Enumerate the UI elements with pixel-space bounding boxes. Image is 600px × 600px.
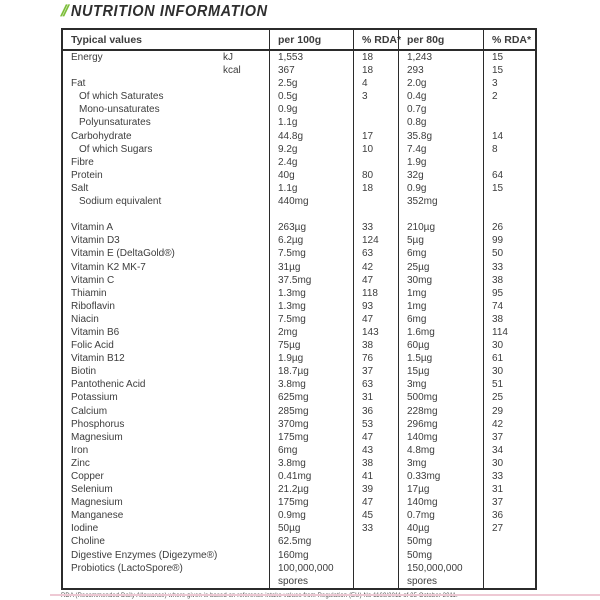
- per-80g-value: 0.4g: [398, 90, 483, 103]
- table-row: [63, 182, 535, 195]
- table-row: [63, 535, 535, 548]
- rda-100g-value: 31: [353, 391, 398, 404]
- unit-label: kJ: [223, 52, 233, 63]
- unit-label: [221, 313, 269, 326]
- nutrient-label: Sodium equivalent: [79, 196, 162, 208]
- nutrient-label: Riboflavin: [71, 300, 115, 312]
- rda-100g-value: 76: [353, 352, 398, 365]
- rda-80g-value: 33: [483, 261, 535, 274]
- unit-label: [221, 208, 269, 221]
- unit-label: [221, 261, 269, 274]
- table-row: [63, 378, 535, 391]
- per-100g-value: 0.5g: [269, 90, 353, 103]
- per-80g-value: 3mg: [398, 378, 483, 391]
- rda-100g-value: 43: [353, 444, 398, 457]
- nutrient-label: Fat: [71, 78, 86, 90]
- per-100g-value: 3.8mg: [269, 378, 353, 391]
- per-80g-value: 1mg: [398, 300, 483, 313]
- table-row: [63, 418, 535, 431]
- rda-100g-value: [353, 562, 398, 588]
- per-100g-value: 1.9µg: [269, 352, 353, 365]
- unit-label: [221, 391, 269, 404]
- rda-100g-value: 63: [353, 247, 398, 260]
- nutrient-label: Polyunsaturates: [79, 117, 151, 129]
- table-row: [63, 261, 535, 274]
- nutrient-label: Carbohydrate: [71, 130, 132, 142]
- rda-100g-value: 118: [353, 287, 398, 300]
- rda-80g-value: 15: [483, 64, 535, 77]
- per-80g-value: 0.33mg: [398, 470, 483, 483]
- rda-100g-value: 33: [353, 522, 398, 535]
- nutrient-label: Energy: [71, 52, 103, 63]
- nutrient-label: Fibre: [71, 156, 94, 168]
- table-spacer-row: [63, 208, 535, 221]
- unit-label: [221, 116, 269, 129]
- table-row: [63, 116, 535, 129]
- table-row: [63, 247, 535, 260]
- rda-80g-value: [483, 156, 535, 169]
- table-row: [63, 562, 535, 588]
- nutrient-label: Copper: [71, 471, 104, 482]
- per-80g-value: 5µg: [398, 234, 483, 247]
- table-row: [63, 496, 535, 509]
- nutrient-label: Folic Acid: [71, 340, 114, 352]
- rda-100g-value: [353, 195, 398, 208]
- unit-label: [221, 156, 269, 169]
- table-row: [63, 470, 535, 483]
- nutrient-label: Of which Sugars: [79, 143, 153, 155]
- table-row: [63, 483, 535, 496]
- unit-label: [221, 496, 269, 509]
- per-80g-value: 4.8mg: [398, 444, 483, 457]
- rda-80g-value: 31: [483, 483, 535, 496]
- rda-80g-value: 8: [483, 143, 535, 156]
- nutrient-label: Iron: [71, 444, 89, 456]
- per-80g-value: 1.6mg: [398, 326, 483, 339]
- per-100g-value: 40g: [269, 169, 353, 182]
- rda-100g-value: 63: [353, 378, 398, 391]
- unit-label: [221, 378, 269, 391]
- nutrient-label: Magnesium: [71, 431, 123, 443]
- per-80g-value: 1,243: [398, 51, 483, 64]
- table-row: [63, 300, 535, 313]
- nutrient-label: Vitamin D3: [71, 235, 120, 247]
- rda-100g-value: [353, 549, 398, 562]
- table-row: [63, 391, 535, 404]
- rda-80g-value: 38: [483, 274, 535, 287]
- per-100g-value: 75µg: [269, 339, 353, 352]
- unit-label: [221, 444, 269, 457]
- unit-label: [221, 326, 269, 339]
- table-row: [63, 431, 535, 444]
- nutrient-label: Vitamin E (DeltaGold®): [71, 248, 175, 260]
- nutrient-label: Mono-unsaturates: [79, 104, 160, 116]
- rda-80g-value: 30: [483, 339, 535, 352]
- rda-80g-value: 27: [483, 522, 535, 535]
- nutrient-label: Thiamin: [71, 287, 107, 299]
- per-80g-value: 210µg: [398, 221, 483, 234]
- per-100g-value: 0.9mg: [269, 509, 353, 522]
- table-row: [63, 549, 535, 562]
- rda-80g-value: 50: [483, 247, 535, 260]
- per-100g-value: 44.8g: [269, 130, 353, 143]
- per-100g-value: 1.3mg: [269, 300, 353, 313]
- nutrient-label: Vitamin A: [71, 222, 114, 234]
- unit-label: [221, 509, 269, 522]
- rda-100g-value: 37: [353, 365, 398, 378]
- table-row: [63, 156, 535, 169]
- rda-100g-value: 17: [353, 130, 398, 143]
- per-100g-value: 2.5g: [269, 77, 353, 90]
- unit-label: [221, 483, 269, 496]
- per-80g-value: 140mg: [398, 431, 483, 444]
- unit-label: [221, 300, 269, 313]
- per-80g-value: 35.8g: [398, 130, 483, 143]
- nutrient-label: Salt: [71, 182, 89, 194]
- unit-label: [221, 365, 269, 378]
- table-row: [63, 352, 535, 365]
- per-100g-value: 7.5mg: [269, 313, 353, 326]
- per-80g-value: 0.7mg: [398, 509, 483, 522]
- rda-100g-value: 80: [353, 169, 398, 182]
- unit-label: [221, 234, 269, 247]
- rda-80g-value: 33: [483, 470, 535, 483]
- rda-100g-value: [353, 156, 398, 169]
- nutrient-label: Zinc: [71, 457, 90, 469]
- rda-80g-value: [483, 562, 535, 588]
- table-row: [63, 103, 535, 116]
- per-100g-value: 2.4g: [269, 156, 353, 169]
- header-per-80g: per 80g: [398, 30, 483, 49]
- unit-label: [221, 470, 269, 483]
- table-row: [63, 169, 535, 182]
- unit-label: [221, 549, 269, 562]
- per-100g-value: 37.5mg: [269, 274, 353, 287]
- per-80g-value: 0.7g: [398, 103, 483, 116]
- rda-80g-value: 30: [483, 457, 535, 470]
- per-80g-value: 6mg: [398, 247, 483, 260]
- nutrient-label: Manganese: [71, 510, 124, 522]
- rda-80g-value: 42: [483, 418, 535, 431]
- rda-100g-value: 42: [353, 261, 398, 274]
- rda-100g-value: 10: [353, 143, 398, 156]
- unit-label: [221, 143, 269, 156]
- per-100g-value: 1.3mg: [269, 287, 353, 300]
- unit-label: [221, 535, 269, 548]
- rda-80g-value: [483, 208, 535, 221]
- rda-100g-value: 143: [353, 326, 398, 339]
- per-80g-value: 150,000,000 spores: [398, 562, 483, 588]
- rda-80g-value: 99: [483, 234, 535, 247]
- rda-100g-value: 18: [353, 64, 398, 77]
- per-100g-value: 175mg: [269, 431, 353, 444]
- rda-80g-value: 114: [483, 326, 535, 339]
- rda-80g-value: 37: [483, 431, 535, 444]
- per-80g-value: 7.4g: [398, 143, 483, 156]
- table-row: [63, 444, 535, 457]
- table-row: [63, 509, 535, 522]
- rda-80g-value: 30: [483, 365, 535, 378]
- rda-80g-value: 64: [483, 169, 535, 182]
- rda-80g-value: 15: [483, 182, 535, 195]
- per-100g-value: 1.1g: [269, 182, 353, 195]
- rda-100g-value: 4: [353, 77, 398, 90]
- rda-80g-value: 29: [483, 405, 535, 418]
- table-row: [63, 522, 535, 535]
- table-row: [63, 51, 535, 64]
- per-100g-value: 6.2µg: [269, 234, 353, 247]
- rda-80g-value: 34: [483, 444, 535, 457]
- header-rda-80g: % RDA*: [483, 30, 535, 49]
- header-per-100g: per 100g: [269, 30, 353, 49]
- rda-100g-value: 38: [353, 457, 398, 470]
- nutrient-label: Calcium: [71, 405, 108, 417]
- double-slash-icon: //: [60, 3, 67, 20]
- nutrient-label: Probiotics (LactoSpore®): [71, 562, 183, 574]
- per-80g-value: 296mg: [398, 418, 483, 431]
- rda-80g-value: [483, 195, 535, 208]
- per-80g-value: 32g: [398, 169, 483, 182]
- per-100g-value: 62.5mg: [269, 535, 353, 548]
- unit-label: kcal: [223, 65, 241, 77]
- nutrient-label: Magnesium: [71, 497, 123, 509]
- per-80g-value: 1.9g: [398, 156, 483, 169]
- nutrient-label: Iodine: [71, 523, 99, 535]
- rda-80g-value: 51: [483, 378, 535, 391]
- per-100g-value: 9.2g: [269, 143, 353, 156]
- page-title-text: NUTRITION INFORMATION: [70, 3, 268, 21]
- per-80g-value: 352mg: [398, 195, 483, 208]
- per-100g-value: 285mg: [269, 405, 353, 418]
- rda-80g-value: 14: [483, 130, 535, 143]
- per-80g-value: 0.9g: [398, 182, 483, 195]
- unit-label: [221, 77, 269, 90]
- rda-80g-value: 95: [483, 287, 535, 300]
- page-bottom-strip: [50, 594, 600, 596]
- unit-label: [221, 418, 269, 431]
- rda-100g-value: [353, 208, 398, 221]
- table-row: [63, 195, 535, 208]
- rda-80g-value: 74: [483, 300, 535, 313]
- table-row: [63, 130, 535, 143]
- nutrient-label: Niacin: [71, 313, 99, 325]
- unit-label: [221, 562, 269, 588]
- per-80g-value: 30mg: [398, 274, 483, 287]
- per-80g-value: 25µg: [398, 261, 483, 274]
- per-100g-value: 6mg: [269, 444, 353, 457]
- rda-80g-value: 15: [483, 51, 535, 64]
- per-80g-value: 17µg: [398, 483, 483, 496]
- table-row: [63, 90, 535, 103]
- rda-80g-value: 61: [483, 352, 535, 365]
- rda-100g-value: 38: [353, 339, 398, 352]
- table-header-row: [63, 30, 535, 51]
- table-row: [63, 234, 535, 247]
- per-100g-value: 1,553: [269, 51, 353, 64]
- nutrient-label: Pantothenic Acid: [71, 379, 146, 391]
- nutrient-label: Vitamin B6: [71, 326, 120, 338]
- nutrient-label: Potassium: [71, 392, 118, 404]
- unit-label: [221, 405, 269, 418]
- per-100g-value: 625mg: [269, 391, 353, 404]
- rda-100g-value: 33: [353, 221, 398, 234]
- per-80g-value: 293: [398, 64, 483, 77]
- per-80g-value: 1.5µg: [398, 352, 483, 365]
- nutrient-label: Digestive Enzymes (Digezyme®): [71, 549, 218, 561]
- unit-label: [221, 457, 269, 470]
- rda-80g-value: 37: [483, 496, 535, 509]
- per-100g-value: 367: [269, 64, 353, 77]
- rda-100g-value: 41: [353, 470, 398, 483]
- rda-80g-value: [483, 103, 535, 116]
- per-80g-value: 0.8g: [398, 116, 483, 129]
- rda-80g-value: 38: [483, 313, 535, 326]
- rda-100g-value: 47: [353, 431, 398, 444]
- rda-100g-value: [353, 116, 398, 129]
- per-100g-value: 7.5mg: [269, 247, 353, 260]
- per-100g-value: 175mg: [269, 496, 353, 509]
- per-100g-value: [269, 208, 353, 221]
- table-row: [63, 326, 535, 339]
- page-title: [61, 3, 539, 21]
- unit-label: [221, 130, 269, 143]
- rda-100g-value: 3: [353, 90, 398, 103]
- nutrient-label: Vitamin K2 MK-7: [71, 261, 146, 273]
- nutrition-table: [61, 28, 537, 590]
- unit-label: [221, 339, 269, 352]
- rda-80g-value: 25: [483, 391, 535, 404]
- table-row: [63, 221, 535, 234]
- table-row: [63, 365, 535, 378]
- per-80g-value: 3mg: [398, 457, 483, 470]
- rda-100g-value: 47: [353, 313, 398, 326]
- per-100g-value: 100,000,000 spores: [269, 562, 353, 588]
- rda-80g-value: [483, 116, 535, 129]
- unit-label: [221, 195, 269, 208]
- nutrient-label: Of which Saturates: [79, 91, 164, 103]
- rda-100g-value: 18: [353, 51, 398, 64]
- per-80g-value: 60µg: [398, 339, 483, 352]
- per-100g-value: 2mg: [269, 326, 353, 339]
- table-row: [63, 339, 535, 352]
- rda-80g-value: 36: [483, 509, 535, 522]
- unit-label: [221, 103, 269, 116]
- nutrient-label: Vitamin B12: [71, 353, 125, 365]
- per-80g-value: 50mg: [398, 535, 483, 548]
- table-row: [63, 313, 535, 326]
- per-80g-value: 2.0g: [398, 77, 483, 90]
- per-100g-value: 370mg: [269, 418, 353, 431]
- rda-80g-value: 26: [483, 221, 535, 234]
- per-80g-value: [398, 208, 483, 221]
- nutrient-label: [63, 208, 221, 221]
- unit-label: [221, 287, 269, 300]
- rda-100g-value: [353, 535, 398, 548]
- header-typical-values: Typical values: [71, 34, 143, 46]
- rda-100g-value: 124: [353, 234, 398, 247]
- unit-label: [221, 90, 269, 103]
- per-80g-value: 6mg: [398, 313, 483, 326]
- table-row: [63, 77, 535, 90]
- table-row: [63, 274, 535, 287]
- nutrition-panel: [61, 3, 539, 599]
- rda-100g-value: 18: [353, 182, 398, 195]
- table-row: [63, 64, 535, 77]
- per-100g-value: 18.7µg: [269, 365, 353, 378]
- per-80g-value: 40µg: [398, 522, 483, 535]
- unit-label: [221, 274, 269, 287]
- unit-label: [221, 247, 269, 260]
- per-100g-value: 21.2µg: [269, 483, 353, 496]
- nutrient-label: Vitamin C: [71, 274, 115, 286]
- per-100g-value: 0.9g: [269, 103, 353, 116]
- table-row: [63, 405, 535, 418]
- rda-80g-value: 3: [483, 77, 535, 90]
- nutrient-label: Choline: [71, 536, 105, 548]
- rda-100g-value: 47: [353, 274, 398, 287]
- nutrient-label: Biotin: [71, 366, 97, 378]
- nutrient-label: Phosphorus: [71, 418, 125, 430]
- per-100g-value: 0.41mg: [269, 470, 353, 483]
- per-80g-value: 15µg: [398, 365, 483, 378]
- rda-100g-value: 47: [353, 496, 398, 509]
- per-100g-value: 440mg: [269, 195, 353, 208]
- per-100g-value: 1.1g: [269, 116, 353, 129]
- per-80g-value: 1mg: [398, 287, 483, 300]
- per-80g-value: 50mg: [398, 549, 483, 562]
- table-row: [63, 143, 535, 156]
- nutrient-label: Selenium: [71, 484, 113, 496]
- per-80g-value: 228mg: [398, 405, 483, 418]
- unit-label: [221, 431, 269, 444]
- rda-100g-value: [353, 103, 398, 116]
- per-80g-value: 140mg: [398, 496, 483, 509]
- rda-100g-value: 53: [353, 418, 398, 431]
- per-100g-value: 160mg: [269, 549, 353, 562]
- rda-80g-value: [483, 549, 535, 562]
- table-body: [63, 51, 535, 588]
- rda-80g-value: 2: [483, 90, 535, 103]
- per-100g-value: 3.8mg: [269, 457, 353, 470]
- per-100g-value: 263µg: [269, 221, 353, 234]
- unit-label: [221, 522, 269, 535]
- rda-100g-value: 93: [353, 300, 398, 313]
- per-100g-value: 50µg: [269, 522, 353, 535]
- rda-100g-value: 36: [353, 405, 398, 418]
- unit-label: [221, 169, 269, 182]
- nutrient-label: [63, 64, 221, 77]
- per-100g-value: 31µg: [269, 261, 353, 274]
- header-rda-100g: % RDA*: [353, 30, 398, 49]
- table-row: [63, 457, 535, 470]
- rda-80g-value: [483, 535, 535, 548]
- unit-label: [221, 352, 269, 365]
- unit-label: [221, 182, 269, 195]
- nutrient-label: Protein: [71, 169, 103, 181]
- table-row: [63, 287, 535, 300]
- unit-label: [221, 221, 269, 234]
- per-80g-value: 500mg: [398, 391, 483, 404]
- rda-100g-value: 45: [353, 509, 398, 522]
- rda-100g-value: 39: [353, 483, 398, 496]
